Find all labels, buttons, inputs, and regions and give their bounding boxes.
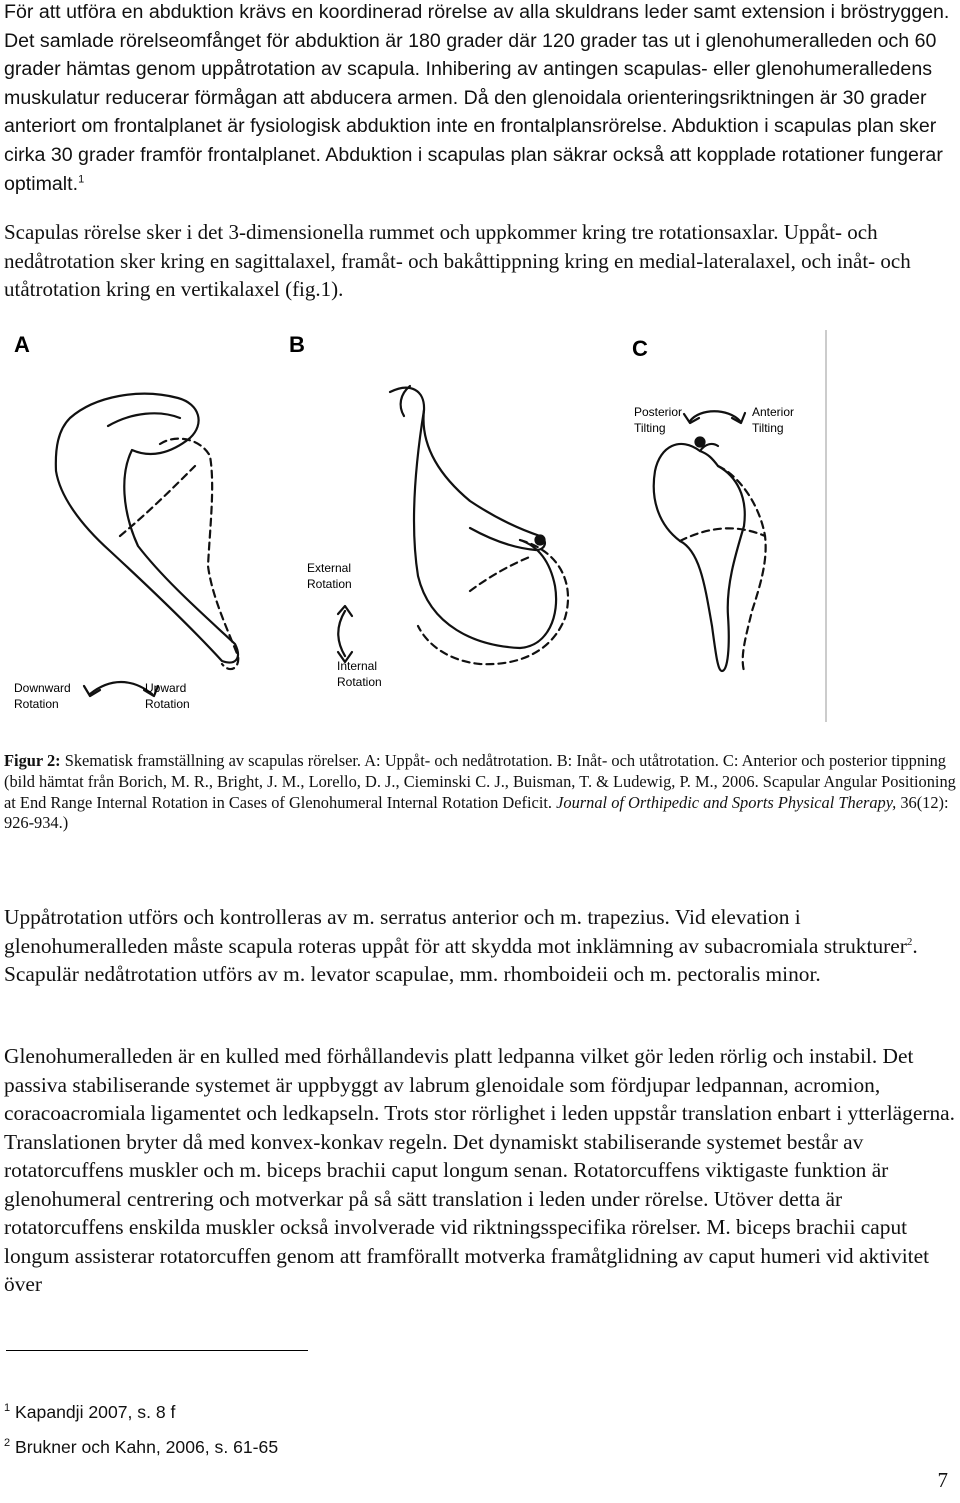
paragraph-glenohumeral: Glenohumeralleden är en kulled med förhållandevis platt ledpanna vilket gör leden rörlig och instabil. Det passiva stabiliserande systemet är uppbyggt av labrum glenoidale som fördjupar ledpannan, acromion, coracoacromiala ligamentet och ledkapseln. Trots stor rörlighet i leden uppstår translation enbart i ytterlägerna. Translationen bryter då med konvex-konkav regeln. Det dynamiskt stabiliserande systemet består av rotatorcuffens muskler och m. biceps brachii caput longum senan. Rotatorcuffens viktigaste funktion är glenohumeral centrering och motverkar på så sätt translation i leden under rörelse. Utöver detta är rotatorcuffens enskilda muskler också involverade vid riktningsspecifika rörelser. M. biceps brachii caput longum assisterar rotatorcuffen genom att framförallt motverka framåtglidning av caput humeri vid aktivitet över <box>4 1044 955 1296</box>
panel-b-internal-label-2: Rotation <box>337 675 382 689</box>
panel-b-external-label-1: External <box>307 561 352 575</box>
panel-c-anterior-label-1: Anterior <box>752 405 795 419</box>
footnote-ref-2[interactable]: 2 <box>906 935 913 948</box>
footnote-1-number: 1 <box>4 1402 11 1415</box>
paragraph-abduction-text: För att utföra en abduktion krävs en koordinerad rörelse av alla skuldrans leder samt extension i bröstryggen. Det samlade rörelseomfånget för abduktion är 180 grader där 120 grader tas ut i glenohumeralleden och 60 grader hämtas genom uppåtrotation av scapula. Inhibering av antingen scapulas- eller glenohumeralledens muskulatur reducerar förmågan att abducera armen. Då den glenoidala orienteringsriktningen är 30 grader anteriort om frontalplanet är fysiologisk abduktion inte en frontalplansrörelse. Abduktion i scapulas plan sker cirka 30 grader framför frontalplanet. Abduktion i scapulas plan säkrar också att kopplade rotationer fungerar optimalt. <box>4 1 950 195</box>
figure-caption <box>4 751 956 834</box>
panel-c-pivot-dot <box>696 438 705 447</box>
scapula-figure <box>0 326 960 746</box>
paragraph-upward-rotation-text-1: Uppåtrotation utförs och kontrolleras av m. serratus anterior och m. trapezius. Vid elevation i glenohumeralleden måste scapula roteras uppåt för att skydda mot inklämning av subacromiala strukturer <box>4 905 907 958</box>
footnote-1 <box>4 1402 175 1423</box>
panel-c-scapula-solid <box>654 444 745 671</box>
paragraph-upward-rotation-text-2: . Scapulär nedåtrotation utförs av m. levator scapulae, mm. rhomboideii och m. pectoralis minor. <box>4 933 918 986</box>
panel-a-rotation-arrow-path <box>90 682 152 694</box>
paragraph-upward-rotation <box>4 903 956 989</box>
panel-a-scapula-solid <box>56 394 238 663</box>
panel-c-label: C <box>632 336 648 361</box>
figure-caption-label: Figur 2: <box>4 751 61 770</box>
panel-c-anterior-label-2: Tilting <box>752 421 784 435</box>
panel-b-internal-label-1: Internal <box>337 659 378 673</box>
panel-a-label: A <box>14 332 30 357</box>
figure-caption-journal: Journal of Orthipedic and Sports Physical Therapy, <box>556 792 897 812</box>
figure-caption-text: Skematisk framställning av scapulas rörelser. A: Uppåt- och nedåtrotation. B: Inåt- och utåtrotation. C: Anterior och posterior tippning (bild hämtat från Borich, M. R., Bright, J. M., Lorello, D. J., Cieminski C. J., Buisman, T. & Ludewig, P. M., 2006. Scapular Angular Positioning at End Range Internal Rotation in Cases of Glenohumeral Internal Rotation Deficit. <box>4 751 956 812</box>
panel-b-pivot-dot <box>536 536 545 545</box>
footnote-ref-1[interactable]: 1 <box>78 173 85 186</box>
panel-a-downward-label-1: Downward <box>14 681 71 695</box>
panel-b-label: B <box>289 332 305 357</box>
panel-a-scapula-dashed <box>120 439 238 669</box>
footnote-2-number: 2 <box>4 1437 11 1450</box>
panel-c-posterior-label-1: Posterior <box>634 405 683 419</box>
page-number: 7 <box>937 1468 948 1492</box>
panel-b-scapula-solid <box>390 386 556 648</box>
panel-c-posterior-label-2: Tilting <box>634 421 666 435</box>
panel-c-arrowhead-right <box>732 413 745 423</box>
footnote-2-text: Brukner och Kahn, 2006, s. 61-65 <box>10 1437 279 1457</box>
paragraph-abduction <box>4 0 956 198</box>
paragraph-scapula-axes: Scapulas rörelse sker i det 3-dimensionella rummet och uppkommer kring tre rotationsaxlar. Uppåt- och nedåtrotation sker kring en sagittalaxel, framåt- och bakåttippning kring en medial-lateralaxel, och inåt- och utåtrotation kring en vertikalaxel (fig.1). <box>4 220 911 302</box>
footnote-2 <box>4 1437 278 1458</box>
panel-c-scapula-dashed <box>680 466 766 671</box>
figure-caption-tail: 36(12): 926-934.) <box>4 792 949 833</box>
panel-a-upward-label-2: Rotation <box>145 697 190 711</box>
panel-a-upward-label-1: Upward <box>145 681 187 695</box>
panel-a-downward-label-2: Rotation <box>14 697 59 711</box>
footnote-separator <box>6 1350 308 1351</box>
panel-b-rotation-arrow-path <box>338 611 345 656</box>
panel-b-external-label-2: Rotation <box>307 577 352 591</box>
footnote-1-text: Kapandji 2007, s. 8 f <box>10 1402 176 1422</box>
